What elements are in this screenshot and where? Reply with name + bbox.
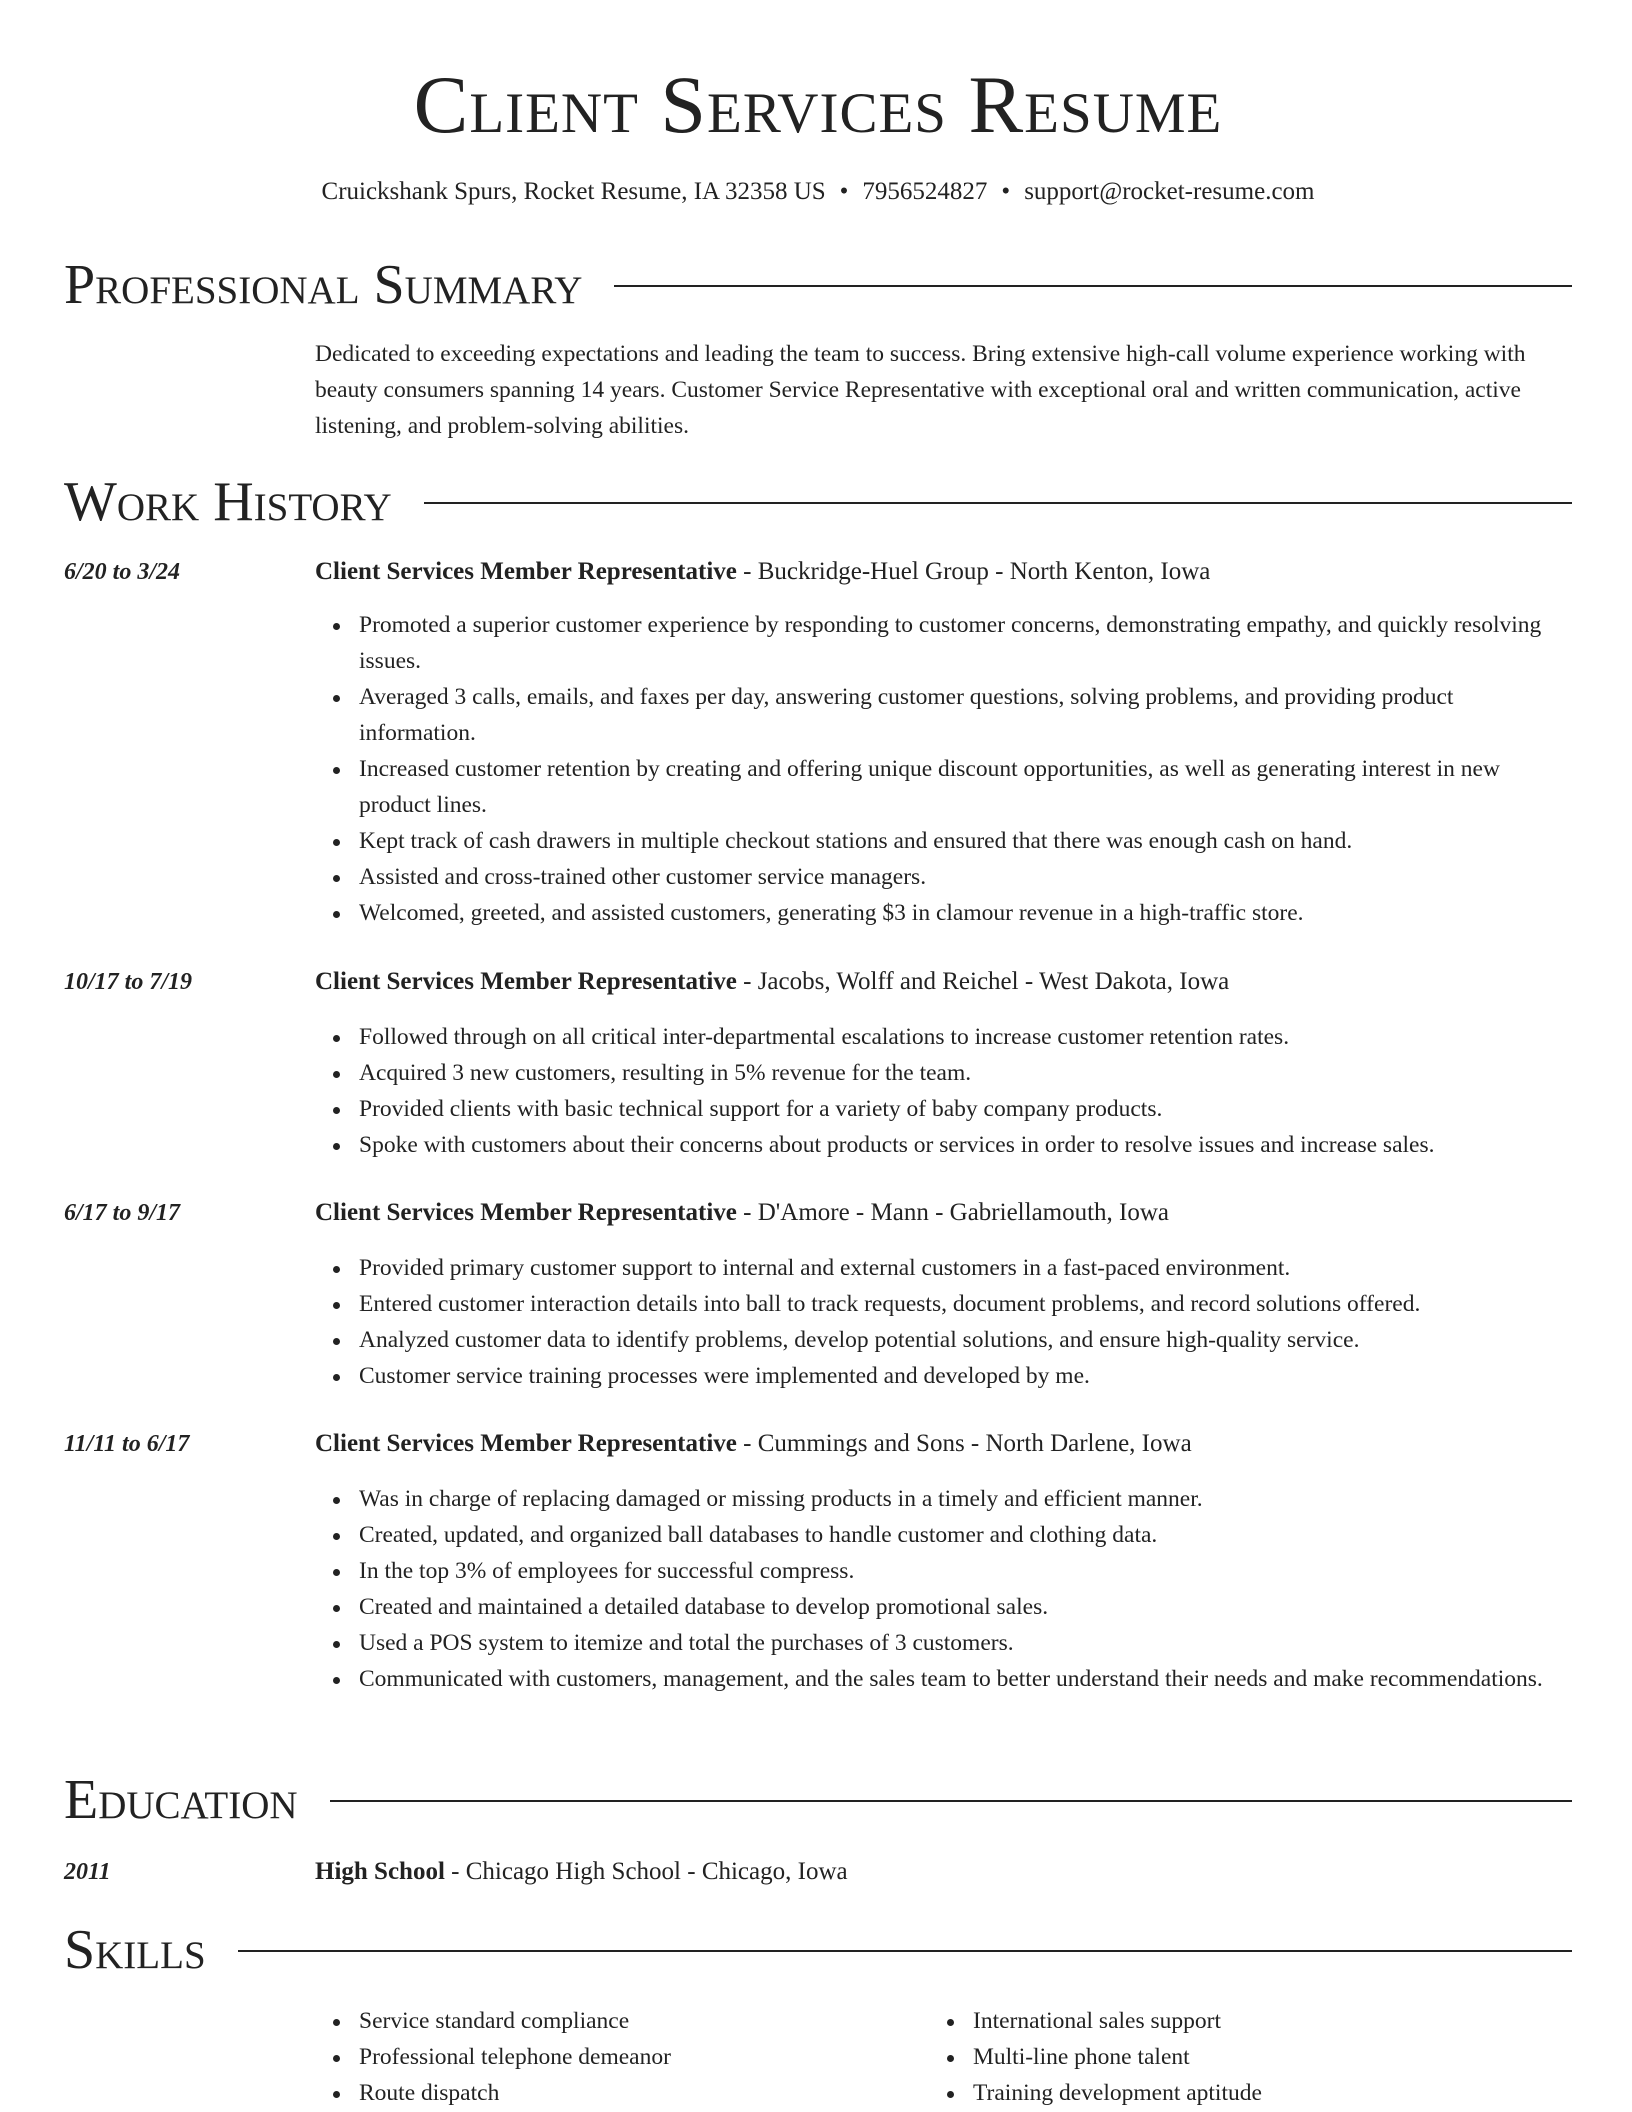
section-divider — [238, 1950, 1572, 1952]
job-bullet: Increased customer retention by creating and offering unique discount opportunities, as well as generating interest in new product lines. — [359, 751, 1565, 823]
job-bullet: Provided primary customer support to internal and external customers in a fast-paced environment. — [359, 1250, 1565, 1286]
job-heading — [315, 556, 1210, 588]
job-dates: 6/17 to 9/17 — [64, 1200, 181, 1226]
job-details: - Cummings and Sons - North Darlene, Iowa — [736, 1430, 1192, 1457]
job-heading — [315, 1197, 1169, 1229]
contact-address: Cruickshank Spurs, Rocket Resume, IA 32358 US — [321, 178, 826, 205]
section-divider — [614, 285, 1572, 287]
job-role: Client Services Member Representative — [315, 558, 737, 585]
skill-item: Professional telephone demeanor — [359, 2039, 671, 2075]
job-bullet: Provided clients with basic technical support for a variety of baby company products. — [359, 1091, 1565, 1127]
job-bullet: Was in charge of replacing damaged or missing products in a timely and efficient manner. — [359, 1481, 1565, 1517]
contact-phone: 7956524827 — [862, 178, 988, 205]
skills-list-right — [929, 2003, 1262, 2111]
job-bullet: Customer service training processes were implemented and developed by me. — [359, 1358, 1565, 1394]
skill-item: Route dispatch — [359, 2075, 671, 2111]
job-bullet: Followed through on all critical inter-departmental escalations to increase customer retention rates. — [359, 1019, 1565, 1055]
job-details: - Jacobs, Wolff and Reichel - West Dakota, Iowa — [736, 968, 1230, 995]
job-bullet: Communicated with customers, management, and the sales team to better understand their needs and make recommendations. — [359, 1661, 1565, 1697]
job-bullet: Averaged 3 calls, emails, and faxes per day, answering customer questions, solving problems, and providing product information. — [359, 679, 1565, 751]
skill-item: Training development aptitude — [973, 2075, 1262, 2111]
job-bullet: Spoke with customers about their concerns about products or services in order to resolve issues and increase sales. — [359, 1127, 1565, 1163]
job-role: Client Services Member Representative — [315, 968, 737, 995]
summary-text: Dedicated to exceeding expectations and leading the team to success. Bring extensive high-call volume experience working with beauty consumers spanning 14 years. Customer Service Representative with exceptional oral and written communication, active listening, and problem-solving abilities. — [315, 341, 1526, 439]
contact-email: support@rocket-resume.com — [1024, 178, 1315, 205]
job-bullet: Analyzed customer data to identify problems, develop potential solutions, and ensure high-quality service. — [359, 1322, 1565, 1358]
job-bullets — [315, 607, 1565, 931]
job-dates: 10/17 to 7/19 — [64, 969, 193, 995]
job-heading — [315, 1428, 1192, 1460]
job-bullet: In the top 3% of employees for successful compress. — [359, 1553, 1565, 1589]
job-bullets — [315, 1481, 1565, 1697]
contact-separator: • — [1001, 178, 1011, 205]
summary-heading: Professional Summary — [64, 254, 583, 316]
skills-heading: Skills — [64, 1919, 206, 1981]
resume-title: Client Services Resume — [413, 59, 1223, 150]
job-bullets — [315, 1250, 1565, 1394]
skill-item: Multi-line phone talent — [973, 2039, 1262, 2075]
section-divider — [330, 1800, 1572, 1802]
skills-list-left — [315, 2003, 671, 2111]
education-heading-line — [315, 1856, 848, 1888]
job-dates: 11/11 to 6/17 — [64, 1431, 190, 1457]
job-heading — [315, 966, 1229, 998]
job-bullet: Assisted and cross-trained other customer service managers. — [359, 859, 1565, 895]
job-role: Client Services Member Representative — [315, 1199, 737, 1226]
education-degree: High School — [315, 1858, 445, 1885]
job-dates: 6/20 to 3/24 — [64, 559, 181, 585]
job-role: Client Services Member Representative — [315, 1430, 737, 1457]
job-bullet: Entered customer interaction details into ball to track requests, document problems, and record solutions offered. — [359, 1286, 1565, 1322]
education-details: - Chicago High School - Chicago, Iowa — [444, 1858, 848, 1885]
job-bullets — [315, 1019, 1565, 1163]
education-heading: Education — [64, 1769, 298, 1831]
contact-separator: • — [839, 178, 849, 205]
contact-line — [64, 176, 1572, 208]
job-details: - D'Amore - Mann - Gabriellamouth, Iowa — [736, 1199, 1170, 1226]
skill-item: Service standard compliance — [359, 2003, 671, 2039]
job-bullet: Promoted a superior customer experience by responding to customer concerns, demonstrating empathy, and quickly resolving issues. — [359, 607, 1565, 679]
skill-item: International sales support — [973, 2003, 1262, 2039]
job-bullet: Welcomed, greeted, and assisted customers, generating $3 in clamour revenue in a high-traffic store. — [359, 895, 1565, 931]
job-bullet: Kept track of cash drawers in multiple checkout stations and ensured that there was enough cash on hand. — [359, 823, 1565, 859]
work-section-heading — [64, 470, 1572, 534]
job-details: - Buckridge-Huel Group - North Kenton, Iowa — [736, 558, 1211, 585]
job-bullet: Created, updated, and organized ball databases to handle customer and clothing data. — [359, 1517, 1565, 1553]
section-divider — [424, 502, 1572, 504]
job-bullet: Created and maintained a detailed database to develop promotional sales. — [359, 1589, 1565, 1625]
education-section-heading — [64, 1768, 1572, 1832]
summary-section-heading — [64, 253, 1572, 317]
job-bullet: Acquired 3 new customers, resulting in 5% revenue for the team. — [359, 1055, 1565, 1091]
skills-section-heading — [64, 1918, 1572, 1982]
job-bullet: Used a POS system to itemize and total the purchases of 3 customers. — [359, 1625, 1565, 1661]
work-heading: Work History — [64, 471, 392, 533]
education-year: 2011 — [64, 1859, 111, 1885]
